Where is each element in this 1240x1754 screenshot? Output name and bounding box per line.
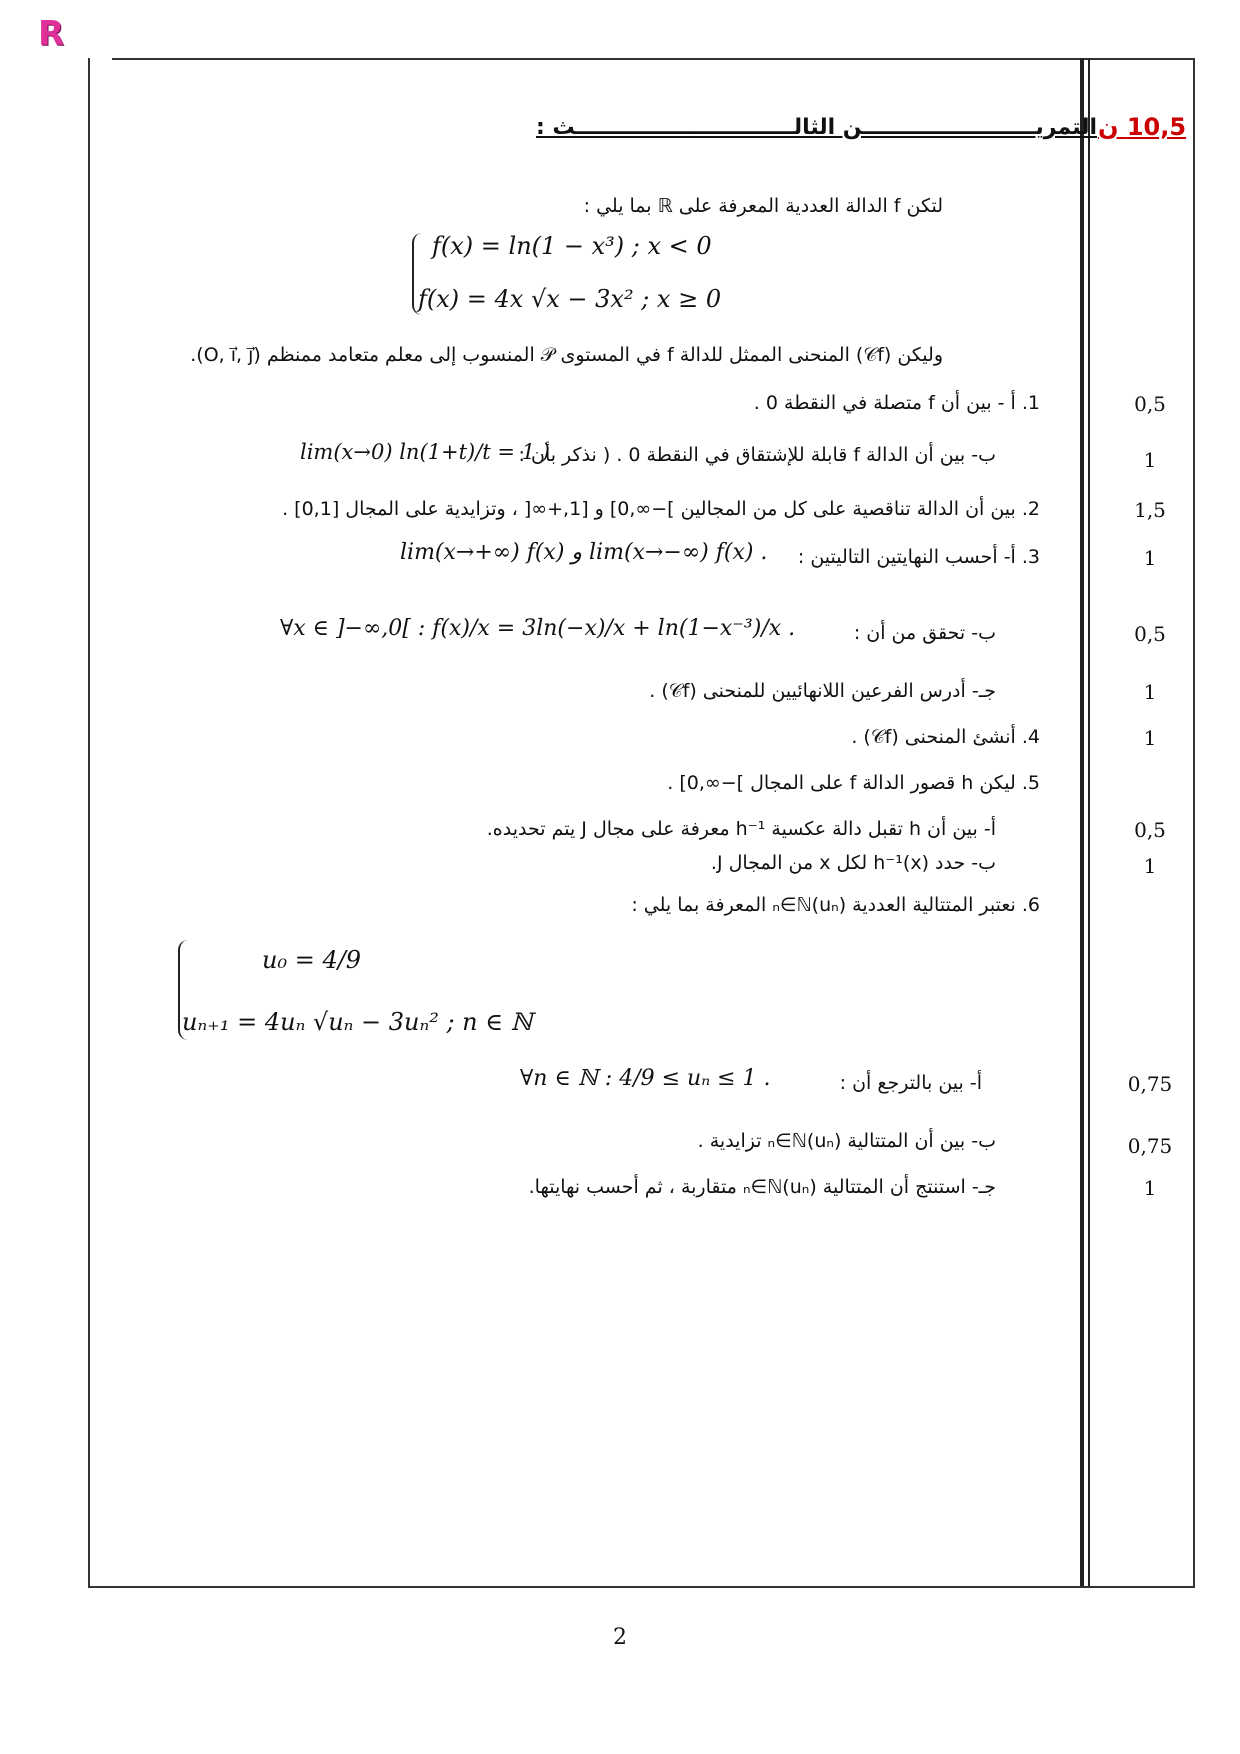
points-q6c: 1: [1143, 1176, 1157, 1200]
column-divider-thick: [1080, 58, 1084, 1586]
question-5: 5. ليكن h قصور الدالة f على المجال ]−∞,0] .: [667, 772, 1040, 794]
question-3c: جـ- أدرس الفرعين اللانهائيين للمنحنى (𝒞f) .: [649, 680, 996, 702]
points-q2: 1,5: [1134, 498, 1166, 522]
sequence-line-1: u₀ = 4/9: [262, 946, 362, 974]
question-6: 6. نعتبر المتتالية العددية (uₙ)ₙ∈ℕ المعرفة بما يلي :: [631, 894, 1040, 916]
points-q5a: 0,5: [1134, 818, 1166, 842]
question-1b-limit: lim(x→0) ln(1+t)/t = 1 ): [300, 440, 550, 464]
points-q3a: 1: [1143, 546, 1157, 570]
curve-sentence: وليكن (𝒞f) المنحنى الممثل للدالة f في المستوى 𝒫 المنسوب إلى معلم متعامد ممنظم (O, i⃗, j⃗).: [190, 344, 943, 366]
points-q1b: 1: [1143, 448, 1157, 472]
question-3a-limits: lim(x→+∞) f(x) و lim(x→−∞) f(x) .: [400, 540, 768, 565]
points-q3b: 0,5: [1134, 622, 1166, 646]
exercise-score: 10,5 ن: [1098, 113, 1187, 141]
page-number: 2: [613, 1625, 627, 1650]
points-q5b: 1: [1143, 854, 1157, 878]
question-6a-inequality: ∀n ∈ ℕ : 4/9 ≤ uₙ ≤ 1 .: [520, 1066, 771, 1091]
points-q1a: 0,5: [1134, 392, 1166, 416]
question-6a: أ- بين بالترجع أن :: [839, 1072, 982, 1094]
question-3b-identity: ∀x ∈ ]−∞,0[ : f(x)/x = 3ln(−x)/x + ln(1−x⁻³)/x .: [280, 616, 796, 641]
question-2: 2. بين أن الدالة تناقصية على كل من المجالين ]−∞,0] و [1,+∞[ ، وتزايدية على المجال [0,1] .: [282, 498, 1040, 520]
question-4: 4. أنشئ المنحنى (𝒞f) .: [851, 726, 1040, 748]
definition-line-1: f(x) = ln(1 − x³) ; x < 0: [432, 232, 712, 260]
sequence-line-2: uₙ₊₁ = 4uₙ √uₙ − 3uₙ² ; n ∈ ℕ: [182, 1008, 533, 1036]
points-q6b: 0,75: [1127, 1134, 1173, 1158]
question-3b: ب- تحقق من أن :: [853, 622, 996, 644]
question-6b: ب- بين أن المتتالية (uₙ)ₙ∈ℕ تزايدية .: [697, 1130, 996, 1152]
column-divider-thin: [1088, 58, 1090, 1586]
points-q4: 1: [1143, 726, 1157, 750]
question-6c: جـ- استنتج أن المتتالية (uₙ)ₙ∈ℕ متقاربة ، ثم أحسب نهايتها.: [528, 1176, 996, 1198]
points-q3c: 1: [1143, 680, 1157, 704]
definition-line-2: f(x) = 4x √x − 3x² ; x ≥ 0: [418, 285, 722, 313]
points-q6a: 0,75: [1127, 1072, 1173, 1096]
exercise-title: التمريـــــــــــــــــــــــن الثالـــــــــــــــــــــــــــــث :: [536, 115, 1097, 140]
question-5a: أ- بين أن h تقبل دالة عكسية h⁻¹ معرفة على مجال J يتم تحديده.: [486, 818, 996, 840]
question-1b: ب- بين أن الدالة f قابلة للإشتقاق في النقطة 0 . ( نذكر بأن :: [518, 444, 996, 466]
question-3a: 3. أ- أحسب النهايتين التاليتين :: [797, 546, 1040, 568]
question-5b: ب- حدد h⁻¹(x) لكل x من المجال J.: [710, 852, 996, 874]
intro-text: لتكن f الدالة العددية المعرفة على ℝ بما يلي :: [583, 195, 943, 217]
question-1a: 1. أ - بين أن f متصلة في النقطة 0 .: [753, 392, 1040, 414]
logo-r: R: [38, 14, 65, 54]
